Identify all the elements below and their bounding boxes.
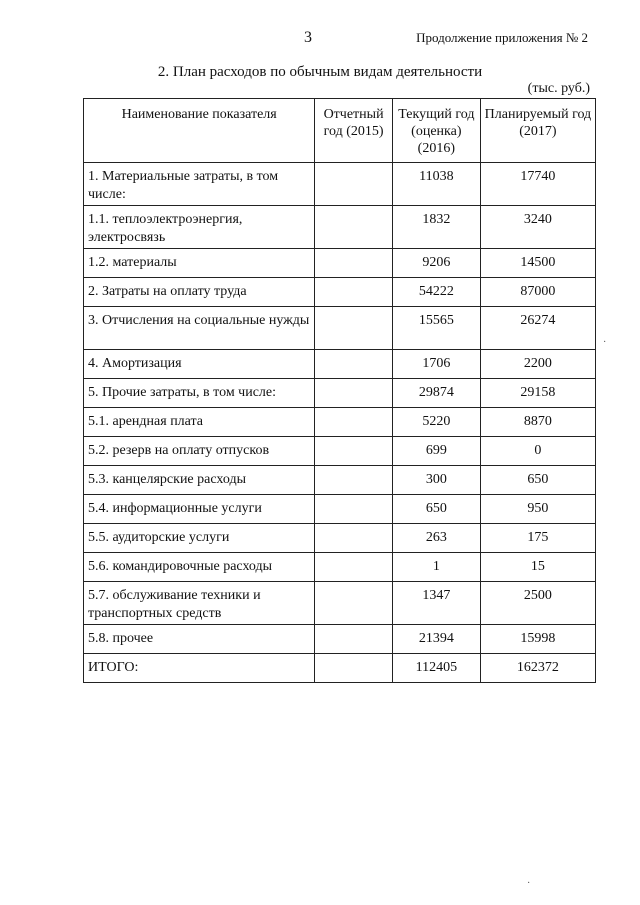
row-current: 1347 — [392, 582, 480, 625]
row-name: ИТОГО: — [84, 654, 315, 683]
row-planned: 0 — [480, 437, 595, 466]
row-reported — [315, 654, 393, 683]
row-planned: 950 — [480, 495, 595, 524]
row-current: 650 — [392, 495, 480, 524]
table-row — [84, 495, 596, 524]
scan-speck: · — [603, 337, 607, 348]
table-header-row — [84, 99, 596, 163]
row-current: 300 — [392, 466, 480, 495]
row-planned: 2200 — [480, 350, 595, 379]
table-row — [84, 408, 596, 437]
row-name: 3. Отчисления на социальные нужды — [84, 307, 315, 350]
row-planned: 17740 — [480, 163, 595, 206]
table-row — [84, 249, 596, 278]
scan-speck: · — [527, 878, 531, 889]
row-name: 5.2. резерв на оплату отпусков — [84, 437, 315, 466]
row-current: 9206 — [392, 249, 480, 278]
table-row — [84, 553, 596, 582]
expense-plan-table — [83, 98, 596, 683]
column-header-name: Наименование показателя — [84, 99, 315, 163]
row-planned: 8870 — [480, 408, 595, 437]
continuation-note: Продолжение приложения № 2 — [416, 30, 588, 45]
row-planned: 15 — [480, 553, 595, 582]
row-current: 263 — [392, 524, 480, 553]
row-name: 5.4. информационные услуги — [84, 495, 315, 524]
row-planned: 26274 — [480, 307, 595, 350]
row-planned: 3240 — [480, 206, 595, 249]
row-current: 54222 — [392, 278, 480, 307]
row-name: 5. Прочие затраты, в том числе: — [84, 379, 315, 408]
table-row — [84, 466, 596, 495]
row-planned: 15998 — [480, 625, 595, 654]
table-row — [84, 437, 596, 466]
row-current: 21394 — [392, 625, 480, 654]
table-row — [84, 278, 596, 307]
row-reported — [315, 307, 393, 350]
row-planned: 650 — [480, 466, 595, 495]
table-row — [84, 625, 596, 654]
row-name: 5.3. канцелярские расходы — [84, 466, 315, 495]
row-reported — [315, 553, 393, 582]
row-current: 5220 — [392, 408, 480, 437]
row-reported — [315, 495, 393, 524]
row-planned: 162372 — [480, 654, 595, 683]
table-row — [84, 206, 596, 249]
table-row — [84, 524, 596, 553]
row-reported — [315, 466, 393, 495]
row-reported — [315, 163, 393, 206]
row-reported — [315, 379, 393, 408]
row-current: 699 — [392, 437, 480, 466]
row-planned: 175 — [480, 524, 595, 553]
row-name: 4. Амортизация — [84, 350, 315, 379]
row-name: 1.1. теплоэлектроэнергия, электросвязь — [84, 206, 315, 249]
row-name: 1. Материальные затраты, в том числе: — [84, 163, 315, 206]
row-reported — [315, 625, 393, 654]
column-header-reported: Отчетный год (2015) — [315, 99, 393, 163]
row-name: 5.1. арендная плата — [84, 408, 315, 437]
row-current: 15565 — [392, 307, 480, 350]
row-current: 1706 — [392, 350, 480, 379]
table-row — [84, 307, 596, 350]
row-reported — [315, 278, 393, 307]
row-name: 1.2. материалы — [84, 249, 315, 278]
row-reported — [315, 249, 393, 278]
table-row — [84, 350, 596, 379]
row-current: 11038 — [392, 163, 480, 206]
table-row — [84, 163, 596, 206]
row-current: 112405 — [392, 654, 480, 683]
row-name: 5.5. аудиторские услуги — [84, 524, 315, 553]
row-reported — [315, 524, 393, 553]
column-header-planned: Планируемый год (2017) — [480, 99, 595, 163]
table-row — [84, 582, 596, 625]
table-row — [84, 379, 596, 408]
column-header-current: Текущий год (оценка) (2016) — [392, 99, 480, 163]
row-name: 5.7. обслуживание техники и транспортных средств — [84, 582, 315, 625]
section-title: 2. План расходов по обычным видам деятельности — [157, 64, 483, 80]
page-number: 3 — [304, 29, 312, 46]
row-name: 5.8. прочее — [84, 625, 315, 654]
row-current: 1832 — [392, 206, 480, 249]
row-planned: 29158 — [480, 379, 595, 408]
row-reported — [315, 350, 393, 379]
units-label: (тыс. руб.) — [527, 81, 590, 96]
row-reported — [315, 408, 393, 437]
row-planned: 2500 — [480, 582, 595, 625]
row-current: 29874 — [392, 379, 480, 408]
row-reported — [315, 437, 393, 466]
row-reported — [315, 206, 393, 249]
row-planned: 14500 — [480, 249, 595, 278]
table-row-total — [84, 654, 596, 683]
row-planned: 87000 — [480, 278, 595, 307]
row-name: 5.6. командировочные расходы — [84, 553, 315, 582]
row-name: 2. Затраты на оплату труда — [84, 278, 315, 307]
row-reported — [315, 582, 393, 625]
row-current: 1 — [392, 553, 480, 582]
